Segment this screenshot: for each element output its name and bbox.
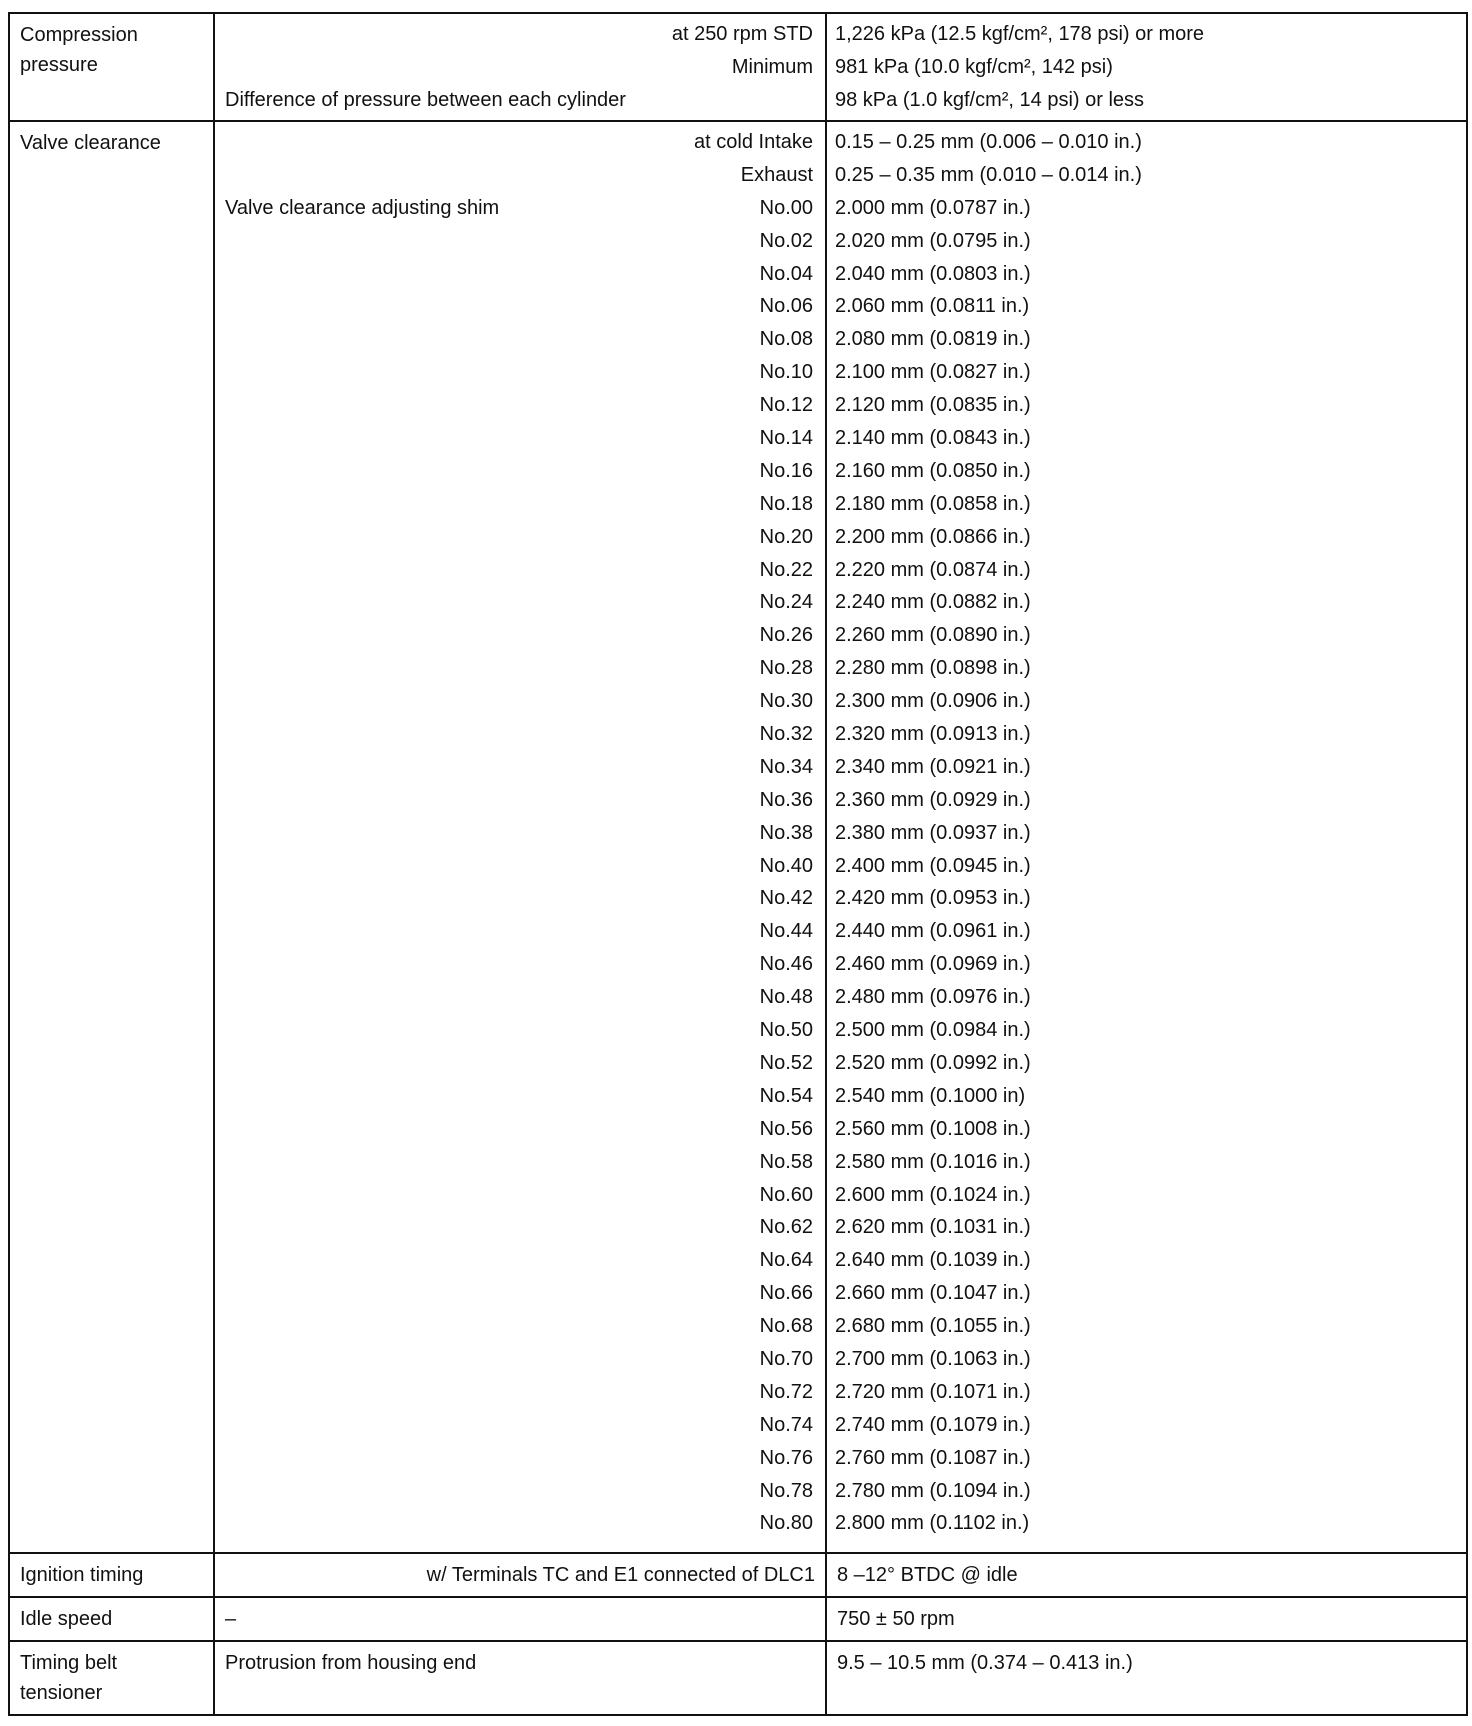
- valve-value-line: 2.520 mm (0.0992 in.): [835, 1051, 1031, 1074]
- valve-condition-line: [225, 258, 813, 291]
- compression-row: [9, 13, 1467, 121]
- valve-condition-line: [225, 554, 813, 587]
- compression-condition-line: [225, 84, 813, 117]
- valve-condition-right: No.80: [759, 1512, 813, 1535]
- spec-table: [8, 12, 1468, 1716]
- valve-condition-line: [225, 455, 813, 488]
- valve-condition-right: No.72: [759, 1380, 813, 1403]
- valve-condition-line: [225, 817, 813, 850]
- valve-condition-right: No.76: [759, 1446, 813, 1469]
- valve-condition-right: No.04: [759, 262, 813, 285]
- valve-condition-right: No.30: [759, 690, 813, 713]
- valve-condition-line: [225, 1442, 813, 1475]
- valve-value-line: 2.400 mm (0.0945 in.): [835, 854, 1031, 877]
- valve-condition-right: No.70: [759, 1347, 813, 1370]
- valve-condition-line: [225, 718, 813, 751]
- valve-value-line: 2.100 mm (0.0827 in.): [835, 361, 1031, 384]
- valve-condition-right: No.56: [759, 1117, 813, 1140]
- compression-conditions: [215, 14, 825, 117]
- valve-condition-right: No.46: [759, 953, 813, 976]
- valve-value-line: 2.000 mm (0.0787 in.): [835, 196, 1031, 219]
- idle-value: 750 ± 50 rpm: [837, 1608, 955, 1630]
- valve-value-line: 2.640 mm (0.1039 in.): [835, 1249, 1031, 1272]
- valve-value-line: 2.420 mm (0.0953 in.): [835, 887, 1031, 910]
- valve-condition-line: [225, 619, 813, 652]
- valve-condition-line: [225, 1376, 813, 1409]
- valve-condition-line: [225, 225, 813, 258]
- compression-value-line: 981 kPa (10.0 kgf/cm², 142 psi): [835, 56, 1113, 78]
- idle-value-cell: [826, 1597, 1467, 1641]
- valve-value-line: 0.25 – 0.35 mm (0.010 – 0.014 in.): [835, 163, 1142, 186]
- valve-value-line: 2.560 mm (0.1008 in.): [835, 1117, 1031, 1140]
- valve-condition-right: No.26: [759, 624, 813, 647]
- compression-cond-cell: [214, 13, 826, 121]
- compression-condition-right: at 250 rpm STD: [671, 23, 813, 45]
- valve-condition-right: No.22: [759, 558, 813, 581]
- valve-values: [827, 122, 1466, 1540]
- valve-label: Valve clearance: [20, 132, 161, 154]
- valve-condition-right: No.34: [759, 755, 813, 778]
- valve-value-line: 2.080 mm (0.0819 in.): [835, 328, 1031, 351]
- valve-value-line: 0.15 – 0.25 mm (0.006 – 0.010 in.): [835, 131, 1142, 153]
- valve-value-line: 2.200 mm (0.0866 in.): [835, 525, 1031, 548]
- valve-condition-right: No.14: [759, 427, 813, 450]
- valve-condition-line: [225, 1211, 813, 1244]
- valve-value-line: 2.040 mm (0.0803 in.): [835, 262, 1031, 285]
- valve-condition-right: No.66: [759, 1282, 813, 1305]
- valve-condition-right: No.68: [759, 1315, 813, 1338]
- valve-condition-line: [225, 1014, 813, 1047]
- tensioner-value: 9.5 – 10.5 mm (0.374 – 0.413 in.): [837, 1652, 1133, 1674]
- valve-condition-line: [225, 389, 813, 422]
- valve-conditions: [215, 122, 825, 1540]
- valve-condition-right: No.78: [759, 1479, 813, 1502]
- ignition-value: 8 –12° BTDC @ idle: [837, 1564, 1018, 1586]
- compression-values: [827, 14, 1466, 117]
- ignition-value-cell: [826, 1553, 1467, 1597]
- valve-condition-line: [225, 1310, 813, 1343]
- valve-condition-line: [225, 1343, 813, 1376]
- valve-condition-line: [225, 126, 813, 159]
- compression-condition-right: Minimum: [731, 56, 813, 78]
- valve-value-line: 2.760 mm (0.1087 in.): [835, 1446, 1031, 1469]
- idle-label-cell: [9, 1597, 214, 1641]
- valve-condition-right: No.74: [759, 1413, 813, 1436]
- valve-condition-right: No.54: [759, 1084, 813, 1107]
- valve-condition-line: [225, 1475, 813, 1508]
- valve-value-line: 2.740 mm (0.1079 in.): [835, 1413, 1031, 1436]
- valve-condition-line: [225, 290, 813, 323]
- compression-value-line: 1,226 kPa (12.5 kgf/cm², 178 psi) or more: [835, 23, 1205, 45]
- valve-condition-line: [225, 948, 813, 981]
- valve-condition-line: [225, 915, 813, 948]
- valve-label-cell: [9, 121, 214, 1553]
- valve-condition-line: [225, 981, 813, 1014]
- compression-label: Compression pressure: [20, 24, 138, 76]
- ignition-row: [9, 1553, 1467, 1597]
- valve-condition-right: at cold Intake: [694, 131, 813, 153]
- valve-condition-right: No.12: [759, 394, 813, 417]
- valve-condition-right: No.10: [759, 361, 813, 384]
- valve-condition-right: No.44: [759, 920, 813, 943]
- ignition-label: Ignition timing: [20, 1564, 144, 1586]
- valve-condition-right: No.38: [759, 821, 813, 844]
- valve-condition-right: No.36: [759, 788, 813, 811]
- idle-row: [9, 1597, 1467, 1641]
- tensioner-row: [9, 1641, 1467, 1715]
- valve-condition-line: [225, 685, 813, 718]
- valve-condition-right: No.32: [759, 723, 813, 746]
- valve-value-line: 2.500 mm (0.0984 in.): [835, 1019, 1031, 1042]
- valve-condition-right: No.18: [759, 492, 813, 515]
- valve-condition-right: No.40: [759, 854, 813, 877]
- compression-condition-line: [225, 18, 813, 51]
- valve-condition-line: [225, 1047, 813, 1080]
- valve-condition-line: [225, 192, 813, 225]
- valve-condition-line: [225, 159, 813, 192]
- valve-value-line: 2.780 mm (0.1094 in.): [835, 1479, 1031, 1502]
- compression-condition-line: [225, 51, 813, 84]
- valve-condition-right: No.60: [759, 1183, 813, 1206]
- valve-condition-line: [225, 882, 813, 915]
- valve-value-line: 2.660 mm (0.1047 in.): [835, 1282, 1031, 1305]
- ignition-label-cell: [9, 1553, 214, 1597]
- idle-label: Idle speed: [20, 1608, 113, 1630]
- valve-condition-right: No.24: [759, 591, 813, 614]
- valve-value-line: 2.680 mm (0.1055 in.): [835, 1315, 1031, 1338]
- tensioner-value-cell: [826, 1641, 1467, 1715]
- valve-value-line: 2.440 mm (0.0961 in.): [835, 920, 1031, 943]
- valve-condition-right: No.64: [759, 1249, 813, 1272]
- valve-value-line: 2.120 mm (0.0835 in.): [835, 394, 1031, 417]
- tensioner-condition: Protrusion from housing end: [225, 1652, 477, 1674]
- valve-condition-right: No.52: [759, 1051, 813, 1074]
- valve-condition-right: No.62: [759, 1216, 813, 1239]
- valve-value-line: 2.800 mm (0.1102 in.): [835, 1512, 1030, 1535]
- valve-condition-line: [225, 356, 813, 389]
- valve-value-line: 2.140 mm (0.0843 in.): [835, 427, 1031, 450]
- valve-condition-right: No.42: [759, 887, 813, 910]
- valve-condition-line: [225, 1244, 813, 1277]
- compression-value-line: 98 kPa (1.0 kgf/cm², 14 psi) or less: [835, 89, 1145, 111]
- valve-value-line: 2.180 mm (0.0858 in.): [835, 492, 1031, 515]
- valve-value-line: 2.060 mm (0.0811 in.): [835, 295, 1030, 318]
- valve-value-line: 2.620 mm (0.1031 in.): [835, 1216, 1031, 1239]
- valve-value-line: 2.480 mm (0.0976 in.): [835, 986, 1031, 1009]
- valve-condition-line: [225, 1113, 813, 1146]
- valve-condition-right: No.16: [759, 459, 813, 482]
- valve-condition-right: No.20: [759, 525, 813, 548]
- valve-condition-line: [225, 1277, 813, 1310]
- valve-value-cell: [826, 121, 1467, 1553]
- tensioner-cond-cell: [214, 1641, 826, 1715]
- valve-value-line: 2.380 mm (0.0937 in.): [835, 821, 1031, 844]
- tensioner-label-cell: [9, 1641, 214, 1715]
- valve-value-line: 2.320 mm (0.0913 in.): [835, 723, 1031, 746]
- valve-value-line: 2.260 mm (0.0890 in.): [835, 624, 1031, 647]
- valve-value-line: 2.540 mm (0.1000 in): [835, 1084, 1026, 1107]
- compression-value-cell: [826, 13, 1467, 121]
- valve-condition-right: No.48: [759, 986, 813, 1009]
- valve-value-line: 2.600 mm (0.1024 in.): [835, 1183, 1031, 1206]
- tensioner-label: Timing belt tensioner: [20, 1652, 118, 1704]
- compression-label-cell: [9, 13, 214, 121]
- valve-condition-right: No.02: [759, 229, 813, 252]
- valve-condition-right: No.00: [759, 196, 813, 219]
- valve-value-line: 2.280 mm (0.0898 in.): [835, 657, 1031, 680]
- ignition-cond-cell: [214, 1553, 826, 1597]
- valve-condition-line: [225, 784, 813, 817]
- idle-condition: –: [225, 1608, 237, 1630]
- ignition-condition: w/ Terminals TC and E1 connected of DLC1: [426, 1564, 815, 1586]
- valve-condition-line: [225, 850, 813, 883]
- valve-condition-line: [225, 751, 813, 784]
- valve-condition-line: [225, 652, 813, 685]
- valve-condition-line: [225, 1080, 813, 1113]
- valve-condition-line: [225, 1179, 813, 1212]
- valve-cond-cell: [214, 121, 826, 1553]
- valve-value-line: 2.460 mm (0.0969 in.): [835, 953, 1031, 976]
- idle-cond-cell: [214, 1597, 826, 1641]
- valve-condition-right: No.06: [759, 295, 813, 318]
- valve-value-line: 2.240 mm (0.0882 in.): [835, 591, 1031, 614]
- valve-condition-line: [225, 323, 813, 356]
- valve-value-line: 2.360 mm (0.0929 in.): [835, 788, 1031, 811]
- valve-condition-right: No.28: [759, 657, 813, 680]
- valve-condition-right: No.50: [759, 1019, 813, 1042]
- valve-value-line: 2.160 mm (0.0850 in.): [835, 459, 1031, 482]
- valve-condition-line: [225, 1146, 813, 1179]
- valve-value-line: 2.580 mm (0.1016 in.): [835, 1150, 1031, 1173]
- valve-condition-right: No.58: [759, 1150, 813, 1173]
- valve-condition-right: No.08: [759, 328, 813, 351]
- valve-value-line: 2.020 mm (0.0795 in.): [835, 229, 1031, 252]
- valve-condition-line: [225, 1409, 813, 1442]
- valve-condition-line: [225, 422, 813, 455]
- valve-condition-left: Valve clearance adjusting shim: [225, 196, 500, 219]
- valve-value-line: 2.720 mm (0.1071 in.): [835, 1380, 1031, 1403]
- valve-value-line: 2.700 mm (0.1063 in.): [835, 1347, 1031, 1370]
- valve-condition-line: [225, 521, 813, 554]
- valve-condition-line: [225, 586, 813, 619]
- compression-condition-left: Difference of pressure between each cylinder: [225, 89, 626, 111]
- valve-condition-right: Exhaust: [740, 163, 813, 186]
- valve-value-line: 2.300 mm (0.0906 in.): [835, 690, 1031, 713]
- valve-value-line: 2.220 mm (0.0874 in.): [835, 558, 1031, 581]
- valve-condition-line: [225, 488, 813, 521]
- valve-row: [9, 121, 1467, 1553]
- valve-value-line: 2.340 mm (0.0921 in.): [835, 755, 1031, 778]
- valve-condition-line: [225, 1507, 813, 1540]
